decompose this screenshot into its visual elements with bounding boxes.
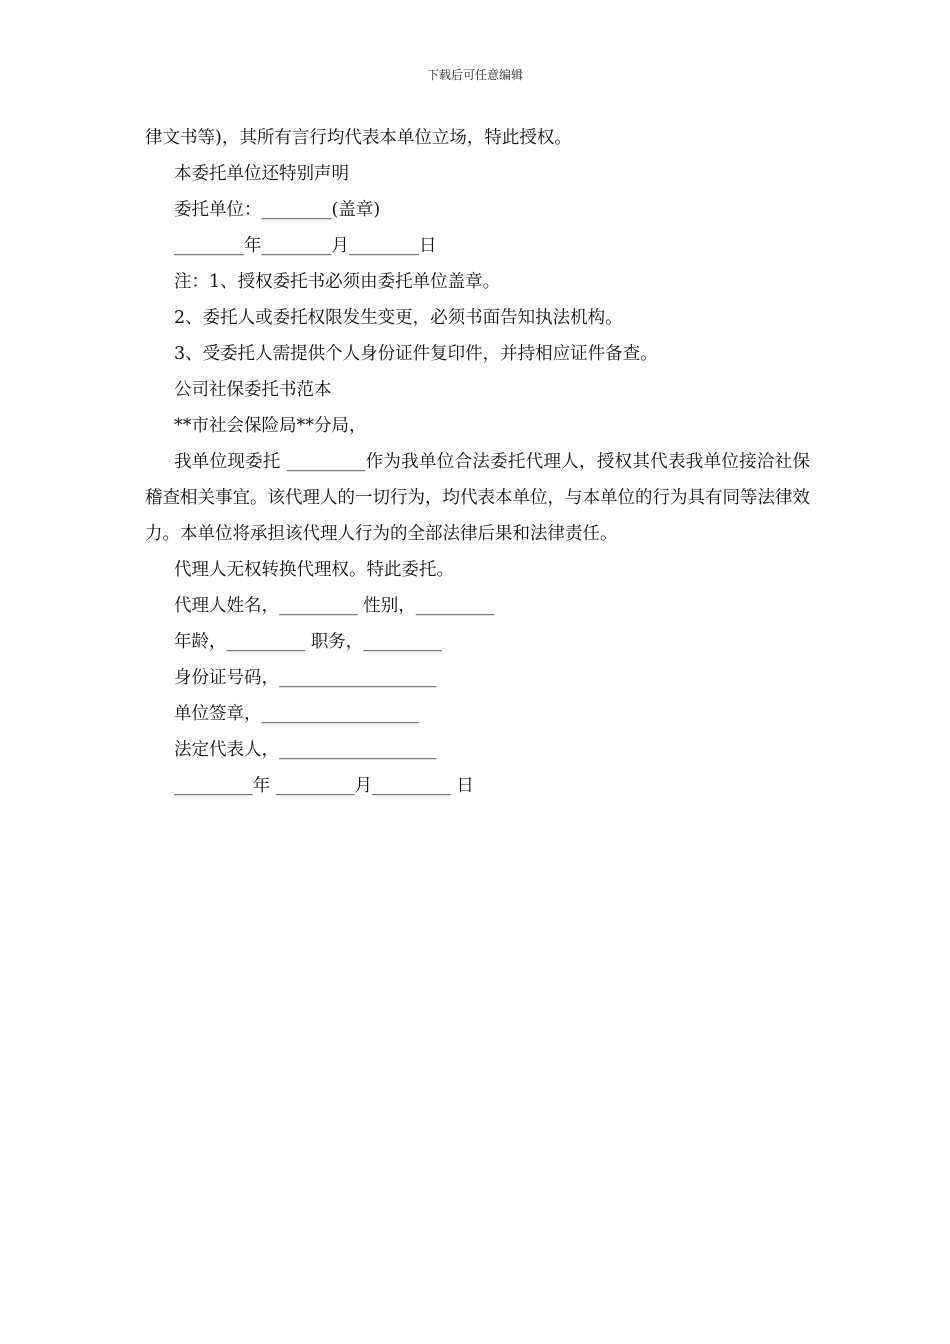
text-line-declaration: 本委托单位还特别声明 <box>174 164 349 184</box>
form-line-unit-seal: 单位签章，__________________ <box>174 704 419 724</box>
page-header: 下载后可任意编辑 <box>426 68 523 82</box>
text-line-entrusting-unit: 委托单位：________(盖章) <box>174 200 381 220</box>
text-line-date-blank: ________年________月________日 <box>174 236 437 256</box>
text-line-no-transfer: 代理人无权转换代理权。特此委托。 <box>174 560 454 580</box>
document-body <box>145 120 810 804</box>
section-title: 公司社保委托书范本 <box>174 380 332 400</box>
form-line-legal-representative: 法定代表人，__________________ <box>174 740 437 760</box>
form-line-agent-name-gender: 代理人姓名，_________ 性别，_________ <box>174 596 495 616</box>
text-line-note-2: 2、委托人或委托权限发生变更，必须书面告知执法机构。 <box>174 308 623 328</box>
form-line-id-number: 身份证号码，__________________ <box>174 668 437 688</box>
authorization-paragraph: 我单位现委托 _________作为我单位合法委托代理人，授权其代表我单位接洽社保稽查相关事宜。该代理人的一切行为，均代表本单位，与本单位的行为具有同等法律效力。本单位将承担该代理人行为的全部法律后果和法律责任。 <box>145 452 810 544</box>
form-line-age-position: 年龄，_________ 职务，_________ <box>174 632 443 652</box>
text-line-continuation: 律文书等)，其所有言行均代表本单位立场，特此授权。 <box>145 128 572 148</box>
text-line-addressee: **市社会保险局**分局， <box>174 416 367 436</box>
text-line-note-3: 3、受委托人需提供个人身份证件复印件，并持相应证件备查。 <box>174 344 658 364</box>
form-line-date: _________年 _________月_________ 日 <box>174 776 474 796</box>
text-line-note-1: 注：1、授权委托书必须由委托单位盖章。 <box>174 272 501 292</box>
